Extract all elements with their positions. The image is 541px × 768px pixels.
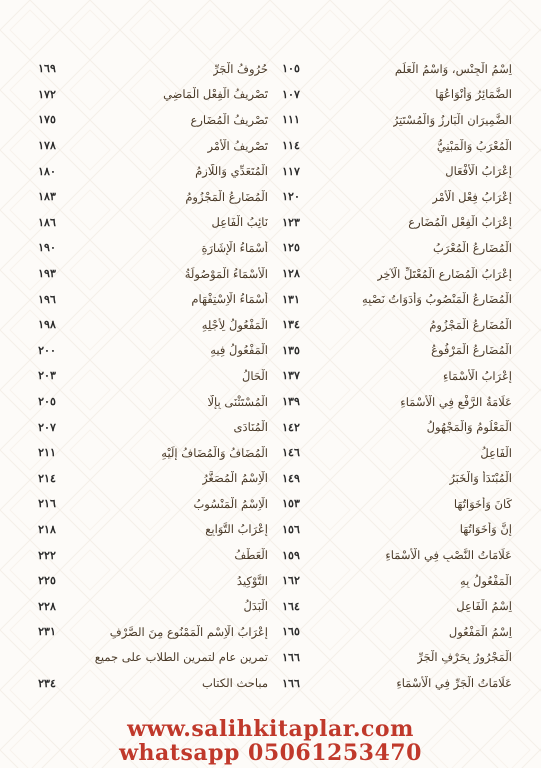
toc-entry-title: الْمَجْرُورُ بِحَرْفِ الْجَرِّ <box>417 650 512 665</box>
toc-entry-title: الْمَعْلُومُ وَالْمَجْهُولُ <box>426 420 512 435</box>
toc-row <box>274 235 512 261</box>
toc-entry-page: ٢٠٥ <box>38 395 56 409</box>
toc-entry-page: ١٤٦ <box>282 446 300 460</box>
toc-entry-title: الْمُضَارِعُ الْمُعْرَبُ <box>433 240 512 255</box>
toc-row <box>274 619 512 645</box>
toc-entry-title: حُرُوفُ الْجَرِّ <box>212 61 268 76</box>
toc-entry-title: عَلَامَاتُ الْجَرِّ فِي الْأَسْمَاءِ <box>396 676 512 691</box>
toc-entry-title: الْمُضَارِعُ الْمَنْصُوبُ وَأَدَوَاتُ نَصْبِهِ <box>361 292 512 307</box>
toc-row <box>274 158 512 184</box>
toc-entry-page: ١٩٣ <box>38 267 56 281</box>
toc-entry-title: أَسْمَاءُ الْاِسْتِفْهَامِ <box>191 292 268 307</box>
toc-entry-page: ١٤٢ <box>282 420 300 434</box>
toc-row <box>30 82 268 108</box>
toc-entry-title: الْمُضَافُ وَالْمُضَافُ إِلَيْهِ <box>161 445 268 460</box>
toc-entry-page: ٢١٤ <box>38 471 56 485</box>
toc-entry-page: ١٥٦ <box>282 522 300 536</box>
toc-entry-title: التَّوْكِيدُ <box>236 573 268 588</box>
toc-row <box>30 645 268 671</box>
toc-entry-title: عَلَامَةُ الرَّفْعِ فِي الْأَسْمَاءِ <box>400 394 512 409</box>
toc-entry-title: تَصْرِيفُ الْمُضَارِعِ <box>190 112 268 127</box>
toc-row <box>30 389 268 415</box>
toc-row <box>274 338 512 364</box>
toc-row <box>274 645 512 671</box>
toc-row <box>274 491 512 517</box>
toc-row <box>274 363 512 389</box>
toc-entry-title: تمرين عام لتمرين الطلاب على جميع <box>94 650 268 665</box>
toc-entry-title: الْمُنَادَى <box>233 420 268 435</box>
toc-entry-title: كَانَ وَأَخَوَاتُهَا <box>453 496 512 511</box>
toc-entry-page: ٢١١ <box>38 446 56 460</box>
toc-row <box>30 338 268 364</box>
toc-entry-page: ١٢٥ <box>282 241 300 255</box>
toc-row <box>30 184 268 210</box>
toc-row <box>30 286 268 312</box>
toc-entry-page: ١٩٦ <box>38 292 56 306</box>
toc-row <box>274 593 512 619</box>
toc-entry-title: اِسْمُ الْجِنْسِ، وَاسْمُ الْعَلَمِ <box>394 61 512 76</box>
toc-entry-title: عَلَامَاتُ النَّصْبِ فِي الْأَسْمَاءِ <box>385 548 512 563</box>
toc-row <box>274 542 512 568</box>
toc-entry-title: مباحث الكتاب <box>201 676 268 691</box>
toc-entry-page: ١٩٠ <box>38 241 56 255</box>
toc-entry-title: اِسْمُ الْفَاعِلِ <box>456 599 512 614</box>
toc-row <box>30 466 268 492</box>
toc-entry-page: ١٦٤ <box>282 599 300 613</box>
toc-entry-title: إِعْرَابُ الْفِعْلِ الْمُضَارِعِ <box>408 215 512 230</box>
toc-entry-page: ٢٣٤ <box>38 676 56 690</box>
toc-entry-title: الْحَالُ <box>242 368 268 383</box>
toc-entry-title: الضَّمِيرَانِ الْبَارِزُ وَالْمُسْتَتِرُ <box>392 112 512 127</box>
toc-entry-page: ١٣٥ <box>282 343 300 357</box>
toc-row <box>274 107 512 133</box>
toc-row <box>30 56 268 82</box>
footer-website: www.salihkitaplar.com <box>127 716 414 742</box>
toc-entry-page: ٢٢٢ <box>38 548 56 562</box>
toc-entry-page: ١٦٦ <box>282 650 300 664</box>
toc-row <box>30 158 268 184</box>
toc-entry-title: الضَّمَائِرُ وَأَنْوَاعُهَا <box>435 87 512 102</box>
toc-entry-page: ١٧٨ <box>38 139 56 153</box>
toc-row <box>274 414 512 440</box>
table-of-contents <box>30 56 512 696</box>
toc-entry-title: الْاِسْمُ الْمُصَغَّرُ <box>202 471 268 486</box>
toc-entry-page: ١٨٣ <box>38 190 56 204</box>
toc-row <box>30 235 268 261</box>
toc-row <box>274 312 512 338</box>
toc-entry-title: اِسْمُ الْمَفْعُولِ <box>448 624 512 639</box>
toc-entry-page: ٢٠٣ <box>38 369 56 383</box>
toc-entry-title: إِعْرَابُ الْمُضَارِعِ الْمُعْتَلِّ الْآخِرِ <box>377 266 512 281</box>
toc-entry-page: ٢٠٠ <box>38 343 56 357</box>
toc-row <box>30 414 268 440</box>
toc-row <box>274 389 512 415</box>
toc-entry-title: إِنَّ وَأَخَوَاتُهَا <box>459 522 512 537</box>
toc-entry-page: ١٠٥ <box>282 62 300 76</box>
toc-row <box>30 261 268 287</box>
toc-entry-page: ١٧٢ <box>38 87 56 101</box>
toc-entry-title: الْأَسْمَاءُ الْمَوْصُولَةُ <box>184 266 268 281</box>
toc-row <box>274 184 512 210</box>
toc-row <box>274 670 512 696</box>
toc-row <box>274 466 512 492</box>
toc-row <box>274 82 512 108</box>
footer-whatsapp: whatsapp 05061253470 <box>119 740 422 766</box>
toc-entry-title: الْمُعْرَبُ وَالْمَبْنِيُّ <box>436 138 512 153</box>
toc-row <box>274 133 512 159</box>
toc-entry-page: ١٣٩ <box>282 395 300 409</box>
toc-row <box>30 107 268 133</box>
toc-entry-page: ١٨٦ <box>38 215 56 229</box>
toc-entry-title: أَسْمَاءُ الْإِشَارَةِ <box>201 240 268 255</box>
toc-row <box>274 517 512 543</box>
toc-row <box>274 210 512 236</box>
toc-entry-page: ١٥٣ <box>282 497 300 511</box>
toc-entry-title: الْمُضَارِعُ الْمَرْفُوعُ <box>431 343 512 358</box>
toc-entry-page: ٢٢٥ <box>38 574 56 588</box>
toc-entry-page: ٢٣١ <box>38 625 56 639</box>
toc-row <box>30 517 268 543</box>
toc-row <box>30 440 268 466</box>
toc-entry-page: ١١٤ <box>282 139 300 153</box>
toc-entry-title: الْاِسْمُ الْمَنْسُوبُ <box>193 496 268 511</box>
toc-entry-page: ١٠٧ <box>282 87 300 101</box>
toc-entry-page: ١٦٢ <box>282 574 300 588</box>
toc-entry-page: ١٨٠ <box>38 164 56 178</box>
toc-entry-title: الْمُضَارِعُ الْمَجْزُومُ <box>429 317 512 332</box>
toc-row <box>30 363 268 389</box>
toc-entry-title: الْفَاعِلُ <box>480 445 512 460</box>
toc-entry-page: ١١١ <box>282 113 300 127</box>
toc-entry-title: الْمُضَارِعُ الْمَجْزُومُ <box>185 189 268 204</box>
toc-row <box>30 312 268 338</box>
toc-entry-page: ١٢٠ <box>282 190 300 204</box>
toc-row <box>30 133 268 159</box>
toc-row <box>274 286 512 312</box>
toc-row <box>274 568 512 594</box>
toc-entry-title: تَصْرِيفُ الْفِعْلِ الْمَاضِي <box>163 87 268 102</box>
toc-entry-page: ١١٧ <box>282 164 300 178</box>
toc-entry-page: ١٣١ <box>282 292 300 306</box>
toc-entry-page: ٢٠٧ <box>38 420 56 434</box>
toc-entry-page: ١٦٩ <box>38 62 56 76</box>
toc-row <box>274 440 512 466</box>
toc-entry-page: ١٣٧ <box>282 369 300 383</box>
toc-entry-page: ٢١٦ <box>38 497 56 511</box>
toc-row <box>30 491 268 517</box>
toc-entry-title: الْمُسْتَثْنَى بِإِلَّا <box>207 394 268 409</box>
toc-entry-title: إِعْرَابُ فِعْلِ الْأَمْرِ <box>432 189 512 204</box>
toc-row <box>274 56 512 82</box>
toc-entry-title: الْبَدَلُ <box>243 599 268 614</box>
toc-entry-page: ١٦٦ <box>282 676 300 690</box>
toc-entry-page: ١٦٥ <box>282 625 300 639</box>
toc-entry-page: ٢٢٨ <box>38 599 56 613</box>
toc-right-column <box>274 56 512 696</box>
toc-entry-page: ١٣٤ <box>282 318 300 332</box>
toc-entry-page: ١٧٥ <box>38 113 56 127</box>
toc-entry-title: الْمَفْعُولُ لِأَجْلِهِ <box>201 317 268 332</box>
toc-entry-title: الْمُبْتَدَأُ وَالْخَبَرُ <box>449 471 512 486</box>
toc-entry-page: ١٩٨ <box>38 318 56 332</box>
toc-entry-title: إِعْرَابُ التَّوَابِعِ <box>205 522 268 537</box>
toc-entry-page: ٢١٨ <box>38 522 56 536</box>
toc-row <box>30 568 268 594</box>
toc-entry-page: ١٢٣ <box>282 215 300 229</box>
toc-entry-title: الْمُتَعَدِّي وَاللَّازِمُ <box>195 164 268 179</box>
toc-entry-title: إِعْرَابُ الْأَفْعَالِ <box>445 164 512 179</box>
toc-entry-page: ١٢٨ <box>282 267 300 281</box>
toc-entry-title: نَائِبُ الْفَاعِلِ <box>211 215 268 230</box>
toc-row <box>30 593 268 619</box>
toc-entry-page: ١٤٩ <box>282 471 300 485</box>
toc-entry-title: الْعَطْفُ <box>234 548 268 563</box>
toc-entry-page: ١٥٩ <box>282 548 300 562</box>
toc-entry-title: تَصْرِيفُ الْأَمْرِ <box>207 138 268 153</box>
toc-entry-title: إِعْرَابُ الْأَسْمَاءِ <box>442 368 512 383</box>
toc-row <box>30 210 268 236</box>
toc-left-column <box>30 56 268 696</box>
toc-entry-title: إِعْرَابُ الْاِسْمِ الْمَمْنُوعِ مِنَ الصَّرْفِ <box>109 624 268 639</box>
toc-row <box>274 261 512 287</box>
toc-entry-title: الْمَفْعُولُ فِيهِ <box>210 343 268 358</box>
toc-entry-title: الْمَفْعُولُ بِهِ <box>459 573 512 588</box>
toc-row <box>30 542 268 568</box>
toc-row <box>30 670 268 696</box>
toc-row <box>30 619 268 645</box>
